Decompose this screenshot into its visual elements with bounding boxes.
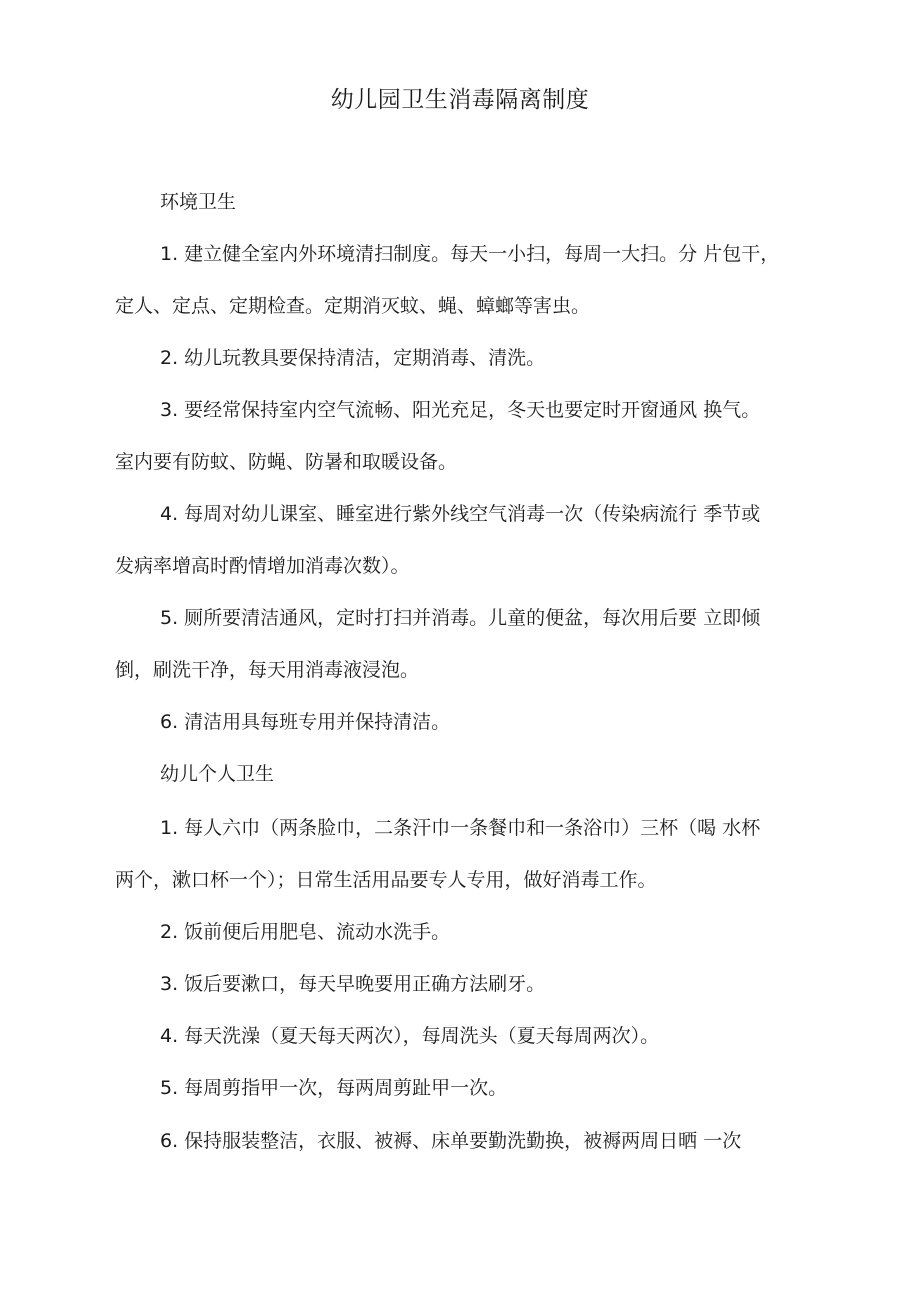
- paragraph-line: 两个，漱口杯一个）；日常生活用品要专人专用，做好消毒工作。: [115, 869, 657, 891]
- paragraph-line: 4. 每周对幼儿课室、睡室进行紫外线空气消毒一次（传染病流行 季节或: [160, 503, 761, 525]
- document-title: 幼儿园卫生消毒隔离制度: [330, 87, 590, 113]
- paragraph-line: 5. 厕所要清洁通风，定时打扫并消毒。儿童的便盆，每次用后要 立即倾: [160, 607, 761, 629]
- paragraph-line: 2. 幼儿玩教具要保持清洁，定期消毒、清洗。: [160, 347, 546, 369]
- paragraph-line: 2. 饭前便后用肥皂、流动水洗手。: [160, 921, 451, 943]
- paragraph-line: 定人、定点、定期检查。定期消灭蚊、蝇、蟑螂等害虫。: [115, 295, 591, 317]
- paragraph-line: 1. 每人六巾（两条脸巾，二条汗巾一条餐巾和一条浴巾）三杯（喝 水杯: [160, 817, 761, 839]
- paragraph-line: 室内要有防蚊、防蝇、防暑和取暖设备。: [115, 451, 458, 473]
- section-heading-environment: 环境卫生: [160, 191, 237, 213]
- paragraph-line: 1. 建立健全室内外环境清扫制度。每天一小扫，每周一大扫。分 片包干，: [160, 243, 780, 265]
- section-heading-personal-hygiene: 幼儿个人卫生: [160, 763, 275, 785]
- paragraph-line: 倒，刷洗干净，每天用消毒液浸泡。: [115, 659, 420, 681]
- paragraph-line: 6. 保持服装整洁，衣服、被褥、床单要勤洗勤换，被褥两周日晒 一次: [160, 1130, 742, 1152]
- paragraph-line: 4. 每天洗澡（夏天每天两次），每周洗头（夏天每周两次）。: [160, 1025, 660, 1047]
- paragraph-line: 发病率增高时酌情增加消毒次数）。: [115, 555, 410, 577]
- paragraph-line: 6. 清洁用具每班专用并保持清洁。: [160, 711, 451, 733]
- paragraph-line: 5. 每周剪指甲一次，每两周剪趾甲一次。: [160, 1077, 508, 1099]
- paragraph-line: 3. 饭后要漱口，每天早晚要用正确方法刷牙。: [160, 973, 546, 995]
- paragraph-line: 3. 要经常保持室内空气流畅、阳光充足，冬天也要定时开窗通风 换气。: [160, 399, 761, 421]
